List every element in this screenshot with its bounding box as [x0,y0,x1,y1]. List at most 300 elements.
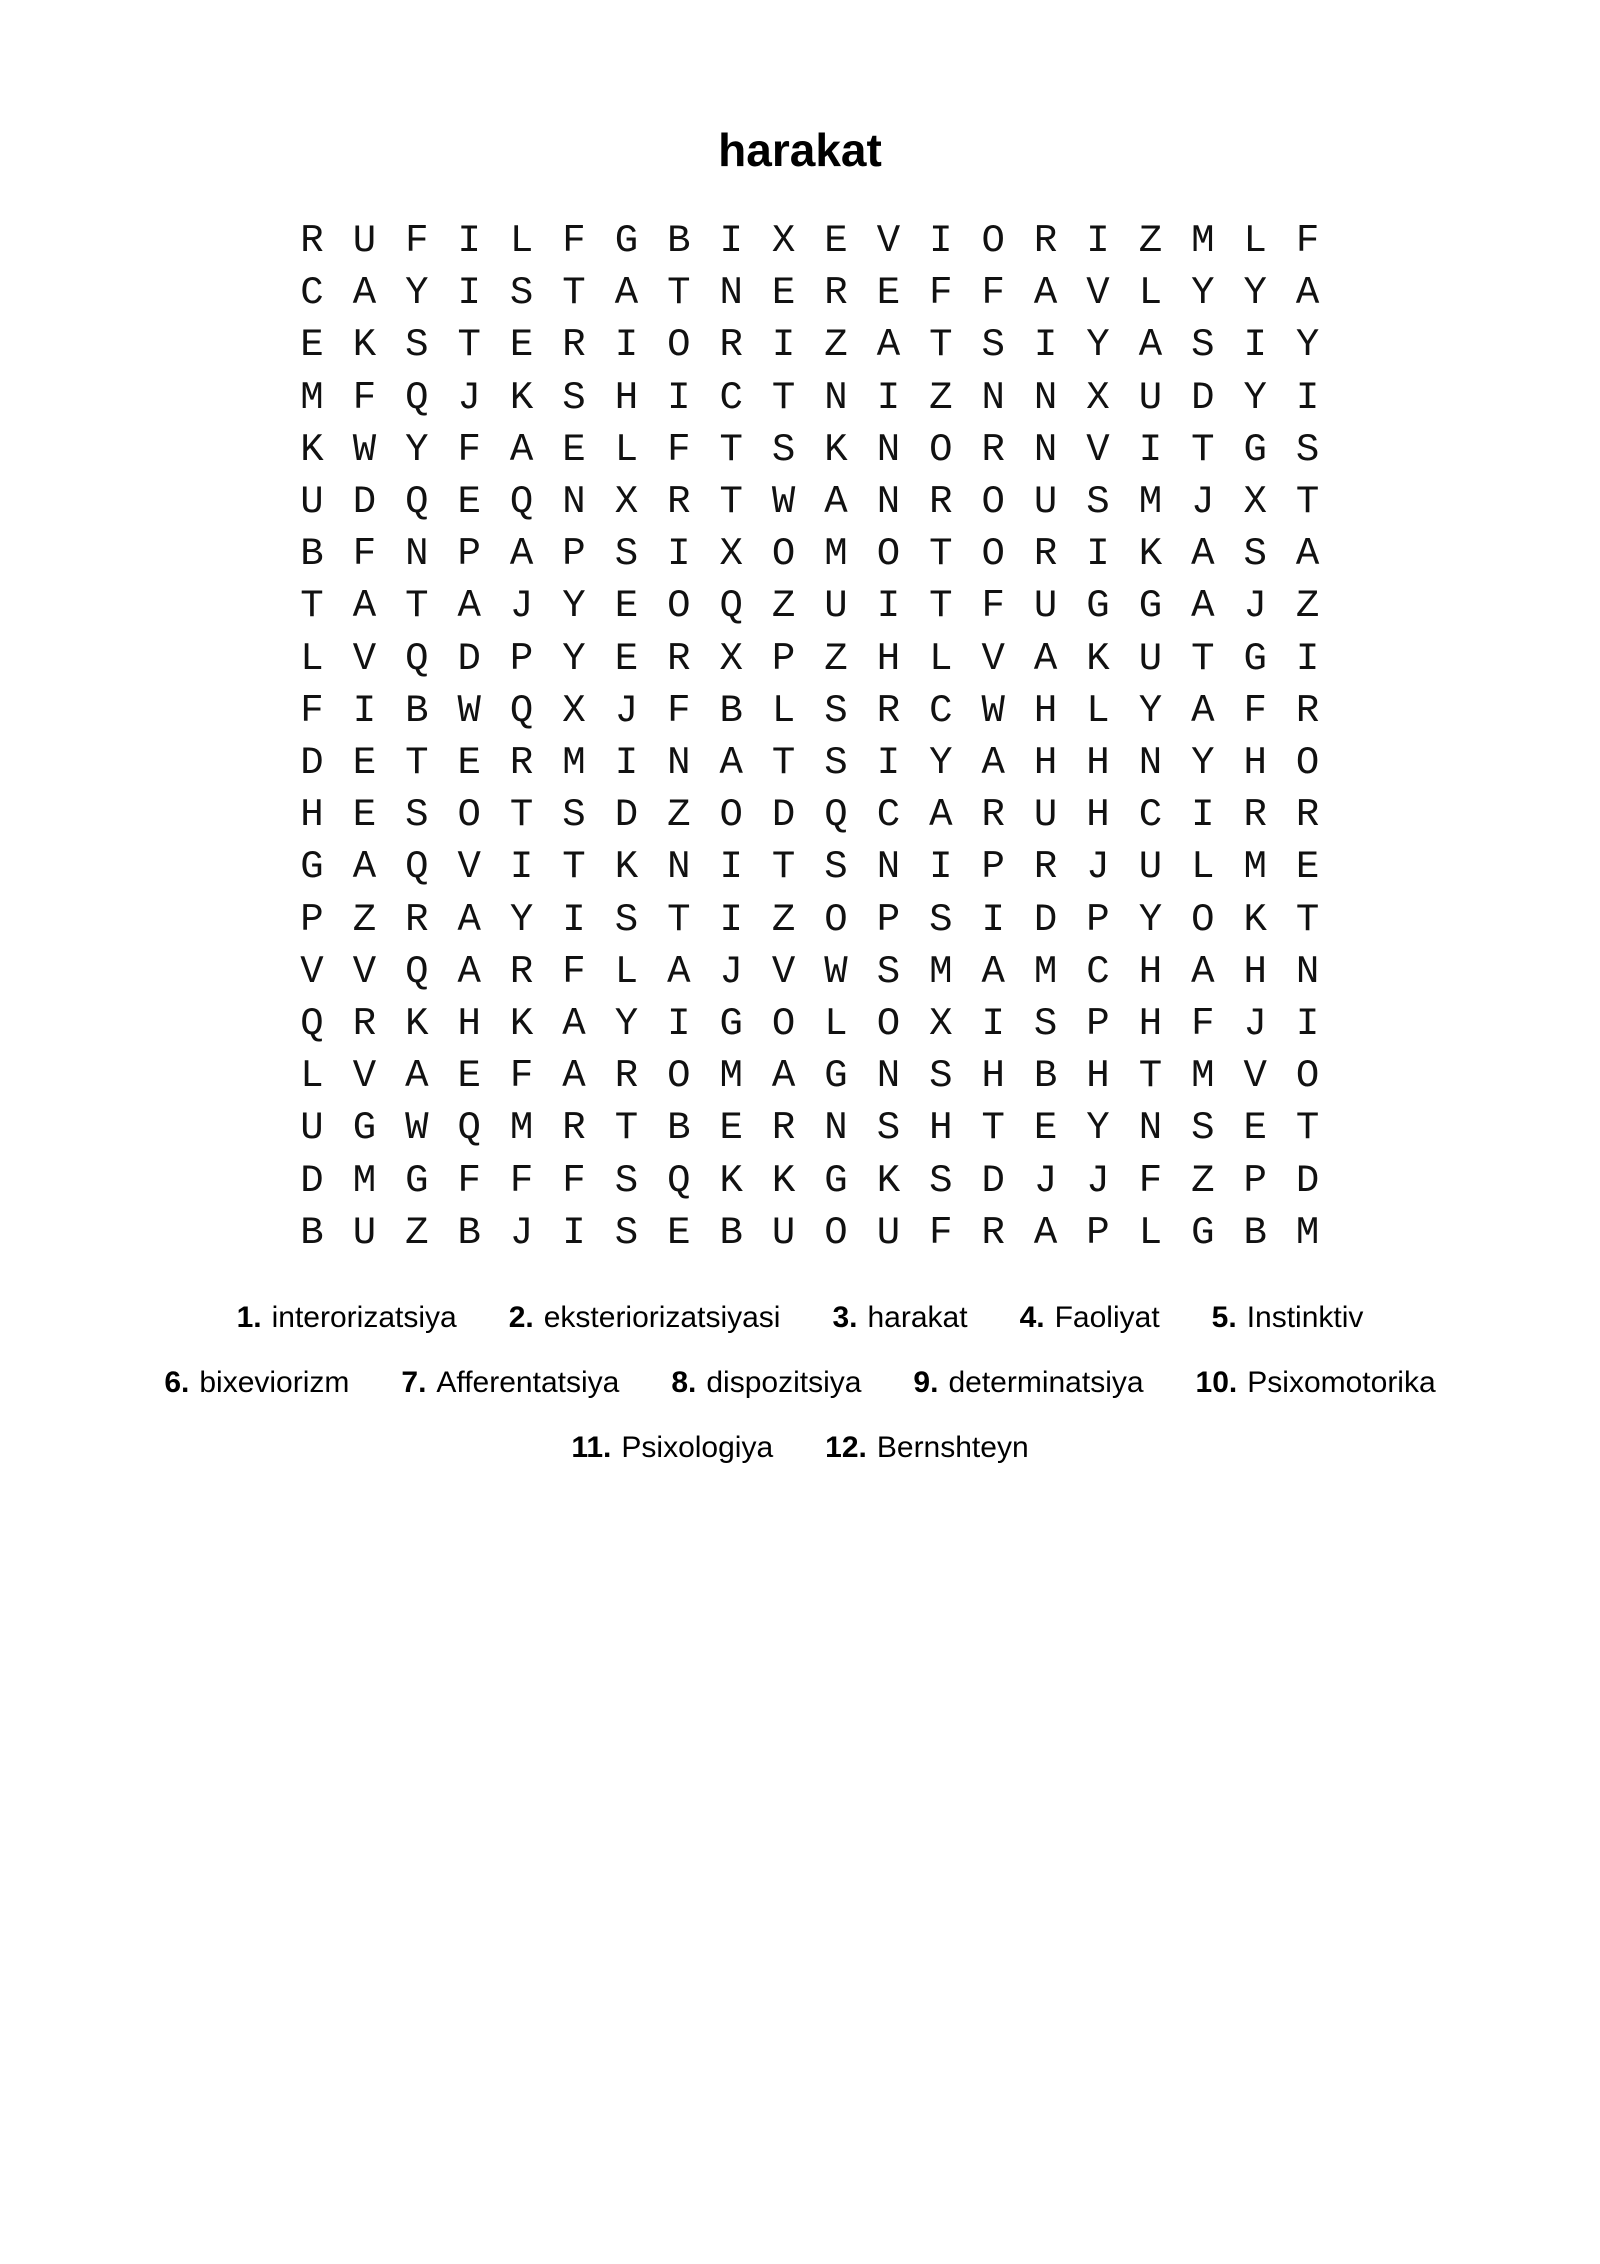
grid-cell: T [562,845,586,890]
grid-cell: Y [1138,688,1163,733]
grid-cell: S [1191,323,1215,368]
grid-row [0,998,1600,1050]
grid-cell: Q [509,688,534,733]
grid-cell: N [1033,427,1058,472]
grid-cell: U [876,1210,901,1255]
grid-cell: R [1243,793,1267,838]
grid-cell: Y [614,1002,639,1046]
grid-cell: S [405,793,429,838]
grid-cell: X [562,688,586,733]
grid-cell: C [1138,793,1163,838]
grid-cell: M [719,1054,743,1099]
grid-cell: R [562,323,586,368]
grid-cell: I [614,741,639,785]
grid-cell: R [1033,845,1058,890]
grid-cell: A [352,845,377,890]
grid-cell: A [1191,949,1215,994]
grid-cell: A [457,897,481,942]
grid-cell: Y [1295,323,1320,368]
grid-cell: B [300,532,324,577]
grid-cell: S [824,845,848,890]
word-number: 11. [571,1430,612,1464]
grid-cell: A [876,323,901,368]
grid-cell: V [1086,427,1110,472]
grid-cell: A [509,532,534,577]
grid-cell: K [509,1002,534,1046]
grid-cell: R [667,636,691,681]
grid-cell: F [562,1158,586,1203]
grid-cell: I [719,219,743,263]
grid-cell: T [1191,427,1215,472]
grid-cell: Q [457,1106,481,1151]
word-number: 3. [832,1300,858,1334]
grid-cell: E [352,793,377,838]
grid-cell: X [614,480,639,524]
grid-cell: W [457,688,481,733]
word-number: 10. [1195,1365,1238,1399]
grid-cell: T [614,1106,639,1151]
grid-cell: S [1295,427,1320,472]
grid-cell: K [1086,636,1110,681]
grid-cell: R [981,793,1005,838]
grid-cell: S [1243,532,1267,577]
grid-cell: I [1086,532,1110,577]
grid-row [0,946,1600,998]
grid-cell: R [352,1002,377,1046]
word-number: 1. [236,1300,262,1334]
grid-cell: U [1033,584,1058,629]
grid-cell: U [1138,375,1163,420]
grid-cell: K [1243,897,1267,942]
grid-cell: L [1138,271,1163,316]
grid-cell: S [981,323,1005,368]
word-list-item [671,1366,861,1400]
grid-cell: G [824,1054,848,1099]
grid-cell: R [1033,219,1058,263]
grid-cell: W [405,1106,429,1151]
grid-cell: E [457,741,481,785]
grid-cell: T [667,271,691,316]
grid-cell: I [1295,636,1320,681]
grid-cell: Y [1191,271,1215,316]
grid-cell: A [614,271,639,316]
grid-cell: J [1243,1002,1267,1046]
grid-cell: N [981,375,1005,420]
grid-cell: O [1191,897,1215,942]
grid-cell: T [667,897,691,942]
grid-cell: Z [1138,219,1163,263]
grid-cell: V [352,1054,377,1099]
word-text: eksteriorizatsiyasi [543,1300,781,1334]
grid-cell: D [457,636,481,681]
grid-cell: A [562,1002,586,1046]
grid-cell: F [981,584,1005,629]
grid-cell: A [824,480,848,524]
grid-cell: K [352,323,377,368]
grid-cell: A [1033,271,1058,316]
grid-cell: L [300,1054,324,1099]
grid-cell: I [1295,375,1320,420]
word-list-row [0,1350,1600,1415]
grid-cell: S [824,688,848,733]
grid-cell: M [1138,480,1163,524]
grid-cell: F [562,219,586,263]
grid-cell: A [1295,271,1320,316]
grid-cell: V [981,636,1005,681]
grid-cell: I [1295,1002,1320,1046]
word-text: Afferentatsiya [436,1365,620,1399]
grid-cell: H [1138,1002,1163,1046]
grid-cell: I [352,688,377,733]
grid-cell: A [1033,1210,1058,1255]
grid-cell: I [719,897,743,942]
grid-cell: Y [405,271,429,316]
grid-cell: N [667,741,691,785]
grid-cell: T [1295,1106,1320,1151]
grid-cell: A [509,427,534,472]
grid-cell: A [1295,532,1320,577]
grid-cell: I [719,845,743,890]
grid-cell: H [981,1054,1005,1099]
grid-cell: L [1138,1210,1163,1255]
grid-cell: E [562,427,586,472]
grid-cell: L [929,636,953,681]
grid-cell: L [1243,219,1267,263]
grid-row [0,1050,1600,1102]
grid-cell: I [876,741,901,785]
grid-cell: M [929,949,953,994]
grid-cell: B [667,219,691,263]
grid-cell: I [457,219,481,263]
grid-cell: Z [667,793,691,838]
grid-cell: T [1295,480,1320,524]
grid-cell: A [667,949,691,994]
grid-cell: I [667,375,691,420]
grid-cell: R [1295,793,1320,838]
grid-cell: P [1086,1210,1110,1255]
grid-cell: U [1138,845,1163,890]
grid-cell: E [1033,1106,1058,1151]
grid-cell: B [1033,1054,1058,1099]
grid-row [0,319,1600,371]
word-text: determinatsiya [948,1365,1144,1399]
grid-cell: J [614,688,639,733]
grid-cell: A [1191,688,1215,733]
grid-cell: C [929,688,953,733]
grid-cell: P [509,636,534,681]
word-list-row [0,1285,1600,1350]
grid-cell: H [1243,949,1267,994]
grid-cell: T [929,584,953,629]
grid-cell: X [929,1002,953,1046]
grid-cell: J [509,584,534,629]
grid-cell: A [981,949,1005,994]
grid-cell: W [352,427,377,472]
word-text: Instinktiv [1246,1300,1364,1334]
grid-cell: S [929,1158,953,1203]
grid-cell: U [352,219,377,263]
grid-cell: A [929,793,953,838]
grid-cell: U [300,1106,324,1151]
grid-cell: Q [405,375,429,420]
grid-cell: E [300,323,324,368]
grid-cell: F [405,219,429,263]
grid-cell: G [352,1106,377,1151]
word-text: Faoliyat [1054,1300,1160,1334]
word-list-item [237,1301,457,1335]
grid-cell: X [771,219,796,263]
grid-cell: S [1086,480,1110,524]
grid-cell: O [824,1210,848,1255]
grid-cell: R [771,1106,796,1151]
grid-cell: I [562,1210,586,1255]
word-list-item [832,1301,967,1335]
grid-cell: U [1138,636,1163,681]
grid-cell: E [1295,845,1320,890]
grid-cell: Z [405,1210,429,1255]
grid-cell: T [771,845,796,890]
grid-cell: O [981,480,1005,524]
grid-row [0,685,1600,737]
word-number: 8. [671,1365,697,1399]
grid-cell: I [771,323,796,368]
grid-cell: O [929,427,953,472]
grid-cell: T [1191,636,1215,681]
grid-cell: S [405,323,429,368]
grid-cell: T [719,480,743,524]
grid-cell: T [405,741,429,785]
grid-cell: O [824,897,848,942]
grid-cell: S [929,897,953,942]
grid-cell: U [352,1210,377,1255]
word-list-item [401,1366,619,1400]
grid-cell: J [1191,480,1215,524]
grid-cell: F [667,688,691,733]
grid-cell: H [1243,741,1267,785]
grid-cell: S [824,741,848,785]
word-text: Bernshteyn [876,1430,1029,1464]
grid-cell: E [457,1054,481,1099]
grid-cell: Y [1138,897,1163,942]
grid-cell: T [300,584,324,629]
grid-cell: V [300,949,324,994]
word-list-item [571,1431,773,1465]
grid-cell: J [1086,845,1110,890]
grid-cell: S [876,949,901,994]
grid-cell: J [509,1210,534,1255]
grid-cell: P [1086,1002,1110,1046]
grid-cell: A [1191,584,1215,629]
grid-cell: P [1086,897,1110,942]
grid-cell: Q [667,1158,691,1203]
grid-cell: A [352,584,377,629]
grid-cell: E [614,636,639,681]
grid-cell: O [1295,1054,1320,1099]
grid-cell: T [1295,897,1320,942]
grid-cell: A [405,1054,429,1099]
grid-cell: Q [300,1002,324,1046]
grid-cell: Z [771,897,796,942]
grid-cell: W [771,480,796,524]
grid-cell: B [300,1210,324,1255]
grid-cell: J [719,949,743,994]
grid-cell: I [509,845,534,890]
grid-cell: B [1243,1210,1267,1255]
grid-cell: Y [1086,323,1110,368]
grid-cell: O [719,793,743,838]
grid-cell: S [562,793,586,838]
grid-cell: U [824,584,848,629]
grid-cell: Z [1191,1158,1215,1203]
grid-cell: A [562,1054,586,1099]
grid-cell: S [876,1106,901,1151]
word-number: 6. [164,1365,190,1399]
grid-cell: V [352,949,377,994]
grid-cell: Y [405,427,429,472]
grid-cell: P [457,532,481,577]
grid-cell: F [981,271,1005,316]
word-number: 12. [825,1430,867,1464]
grid-cell: G [1191,1210,1215,1255]
grid-cell: I [876,584,901,629]
grid-cell: M [1243,845,1267,890]
grid-cell: G [1243,427,1267,472]
grid-cell: I [929,845,953,890]
grid-cell: A [981,741,1005,785]
grid-cell: R [719,323,743,368]
grid-cell: F [929,1210,953,1255]
grid-cell: F [509,1158,534,1203]
grid-cell: K [405,1002,429,1046]
grid-cell: H [614,375,639,420]
grid-cell: E [824,219,848,263]
word-number: 2. [508,1300,534,1334]
grid-cell: M [562,741,586,785]
grid-row [0,372,1600,424]
grid-cell: F [457,427,481,472]
grid-cell: M [1191,1054,1215,1099]
grid-cell: E [771,271,796,316]
grid-cell: M [509,1106,534,1151]
grid-cell: L [1086,688,1110,733]
grid-cell: O [981,219,1005,263]
grid-cell: P [562,532,586,577]
grid-cell: S [771,427,796,472]
grid-cell: H [300,793,324,838]
grid-cell: I [929,219,953,263]
grid-cell: O [1295,741,1320,785]
grid-cell: Q [405,845,429,890]
grid-cell: U [771,1210,796,1255]
grid-cell: K [771,1158,796,1203]
grid-cell: Z [824,323,848,368]
word-number: 4. [1019,1300,1045,1334]
grid-cell: C [1086,949,1110,994]
grid-cell: F [1138,1158,1163,1203]
grid-cell: K [824,427,848,472]
word-number: 9. [913,1365,939,1399]
grid-cell: R [929,480,953,524]
grid-cell: O [876,1002,901,1046]
grid-cell: G [1138,584,1163,629]
grid-cell: S [1033,1002,1058,1046]
grid-cell: I [981,897,1005,942]
grid-cell: R [405,897,429,942]
grid-cell: B [667,1106,691,1151]
grid-cell: F [352,532,377,577]
grid-cell: C [876,793,901,838]
grid-cell: P [771,636,796,681]
grid-row [0,633,1600,685]
grid-cell: D [614,793,639,838]
grid-row [0,476,1600,528]
grid-cell: R [981,427,1005,472]
grid-cell: K [300,427,324,472]
grid-cell: T [929,532,953,577]
grid-cell: B [719,1210,743,1255]
grid-cell: O [667,1054,691,1099]
grid-cell: J [1033,1158,1058,1203]
grid-row [0,215,1600,267]
grid-cell: N [1295,949,1320,994]
grid-cell: J [1243,584,1267,629]
grid-cell: Q [405,480,429,524]
grid-cell: W [981,688,1005,733]
grid-cell: K [614,845,639,890]
grid-cell: F [667,427,691,472]
grid-cell: H [876,636,901,681]
grid-cell: U [1033,793,1058,838]
grid-cell: N [667,845,691,890]
word-list-item [913,1366,1143,1400]
grid-cell: S [614,1158,639,1203]
word-text: bixeviorizm [199,1365,350,1399]
word-list-item [509,1301,781,1335]
grid-cell: S [614,1210,639,1255]
grid-cell: N [876,845,901,890]
grid-cell: R [667,480,691,524]
grid-cell: M [1033,949,1058,994]
grid-cell: E [667,1210,691,1255]
grid-cell: O [981,532,1005,577]
grid-cell: D [300,1158,324,1203]
grid-cell: A [719,741,743,785]
grid-cell: I [876,375,901,420]
grid-row [0,841,1600,893]
grid-cell: O [771,1002,796,1046]
grid-cell: N [876,1054,901,1099]
grid-cell: O [771,532,796,577]
grid-cell: S [562,375,586,420]
grid-cell: T [981,1106,1005,1151]
grid-cell: L [824,1002,848,1046]
grid-cell: I [1086,219,1110,263]
grid-cell: Z [929,375,953,420]
grid-cell: C [719,375,743,420]
grid-cell: U [300,480,324,524]
grid-cell: E [509,323,534,368]
word-list-row [0,1415,1600,1480]
grid-cell: I [614,323,639,368]
grid-cell: Q [824,793,848,838]
grid-cell: Q [509,480,534,524]
grid-cell: G [1243,636,1267,681]
grid-cell: Y [509,897,534,942]
grid-cell: I [1243,323,1267,368]
grid-cell: A [1138,323,1163,368]
grid-cell: I [1191,793,1215,838]
grid-cell: N [562,480,586,524]
